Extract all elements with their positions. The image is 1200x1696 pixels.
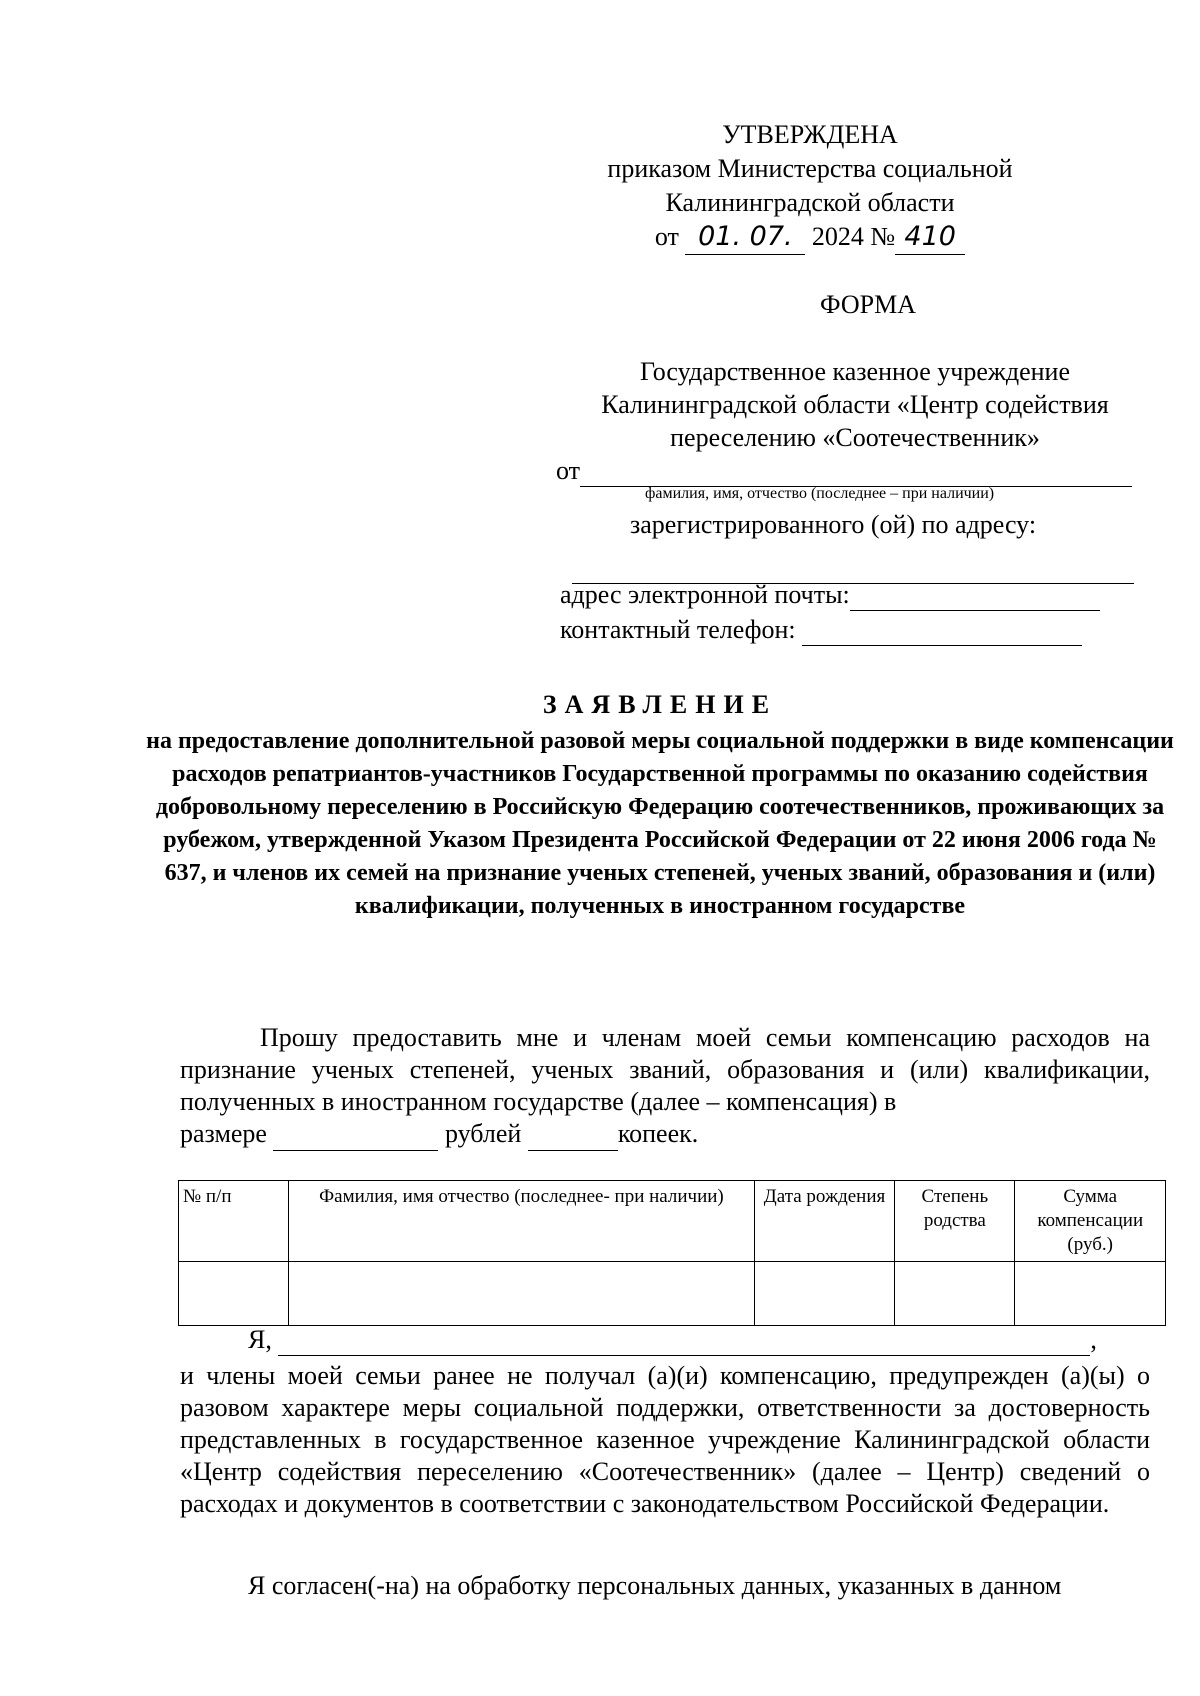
request-text: Прошу предоставить мне и членам моей семьи компенсацию расходов на признание ученых степеней, ученых званий, образования и (или) квалификации, полученных в иностранном государстве (далее – компенсация) в — [180, 1023, 1150, 1116]
declaration-ya: Я, — [248, 1325, 272, 1354]
header-number: № п/п — [179, 1181, 289, 1262]
name-hint: фамилия, имя, отчество (последнее – при наличии) — [645, 485, 995, 502]
table-row — [179, 1262, 1166, 1326]
table-header-row — [179, 1181, 1166, 1262]
registered-label: зарегистрированного (ой) по адресу: — [630, 510, 1037, 539]
document-title: ЗАЯВЛЕНИЕ — [542, 690, 778, 719]
consent-text: Я согласен(-на) на обработку персональных данных, указанных в данном — [248, 1571, 1062, 1600]
document-subtitle: на предоставление дополнительной разовой меры социальной поддержки в виде компенсации расходов репатриантов-участников Государственной программы по оказанию содействия добровольному переселению в Российскую Федерацию соотечественников, проживающих за рубежом, утвержденной Указом Президента Российской Федерации от 22 июня 2006 года № 637, и членов их семей на признание ученых степеней, ученых званий, образования и (или) квалификации, полученных в иностранном государстве — [146, 728, 1174, 919]
declaration-row — [248, 1325, 1097, 1356]
approval-title: УТВЕРЖДЕНА — [722, 120, 898, 149]
form-label: ФОРМА — [820, 290, 916, 319]
addressee-line-2: Калининградской области «Центр содействия — [601, 390, 1109, 419]
from-row — [556, 456, 1132, 487]
approval-date-value: 01. 07. — [685, 220, 805, 255]
email-label: адрес электронной почты: — [560, 580, 850, 609]
from-label: от — [556, 456, 581, 485]
header-name: Фамилия, имя отчество (последнее- при наличии) — [289, 1181, 755, 1262]
rubles-field[interactable] — [273, 1118, 438, 1151]
header-birthdate: Дата рождения — [754, 1181, 894, 1262]
approval-region: Калининградской области — [665, 188, 955, 217]
email-row — [560, 580, 1100, 611]
cell-name[interactable] — [289, 1262, 755, 1326]
addressee-line-1: Государственное казенное учреждение — [640, 357, 1070, 386]
email-field[interactable] — [850, 580, 1100, 611]
cell-amount[interactable] — [1015, 1262, 1166, 1326]
family-table — [178, 1180, 1166, 1326]
approval-date-prefix: от — [654, 222, 679, 251]
cell-relation[interactable] — [895, 1262, 1015, 1326]
amount-prefix: размере — [180, 1119, 267, 1148]
header-relation: Степень родства — [895, 1181, 1015, 1262]
declarant-name-field[interactable] — [278, 1325, 1090, 1356]
approval-order: приказом Министерства социальной — [607, 154, 1013, 183]
phone-row — [560, 615, 1082, 646]
kopecks-label: копеек. — [617, 1119, 699, 1148]
addressee-line-3: переселению «Соотечественник» — [670, 423, 1040, 452]
header-amount: Сумма компенсации (руб.) — [1015, 1181, 1166, 1262]
request-paragraph — [180, 1022, 1150, 1151]
declaration-comma: , — [1090, 1325, 1097, 1354]
approval-date-line — [540, 220, 1080, 255]
approval-number: 410 — [895, 220, 965, 255]
kopecks-field[interactable] — [528, 1118, 618, 1151]
name-field[interactable] — [580, 456, 1132, 487]
phone-label: контактный телефон: — [560, 615, 796, 644]
approval-year: 2024 № — [811, 222, 896, 251]
cell-number[interactable] — [179, 1262, 289, 1326]
cell-birthdate[interactable] — [754, 1262, 894, 1326]
declaration-text: и члены моей семьи ранее не получал (а)(и) компенсацию, предупрежден (а)(ы) о разовом характере меры социальной поддержки, ответственности за достоверность представленных в государственное казенное учреждение Калининградской области «Центр содействия переселению «Соотечественник» (далее – Центр) сведений о расходах и документов в соответствии с законодательством Российской Федерации. — [180, 1361, 1150, 1518]
addressee — [560, 355, 1150, 454]
approval-stamp — [540, 118, 1080, 255]
rubles-label: рублей — [444, 1119, 522, 1148]
phone-field[interactable] — [802, 615, 1082, 646]
